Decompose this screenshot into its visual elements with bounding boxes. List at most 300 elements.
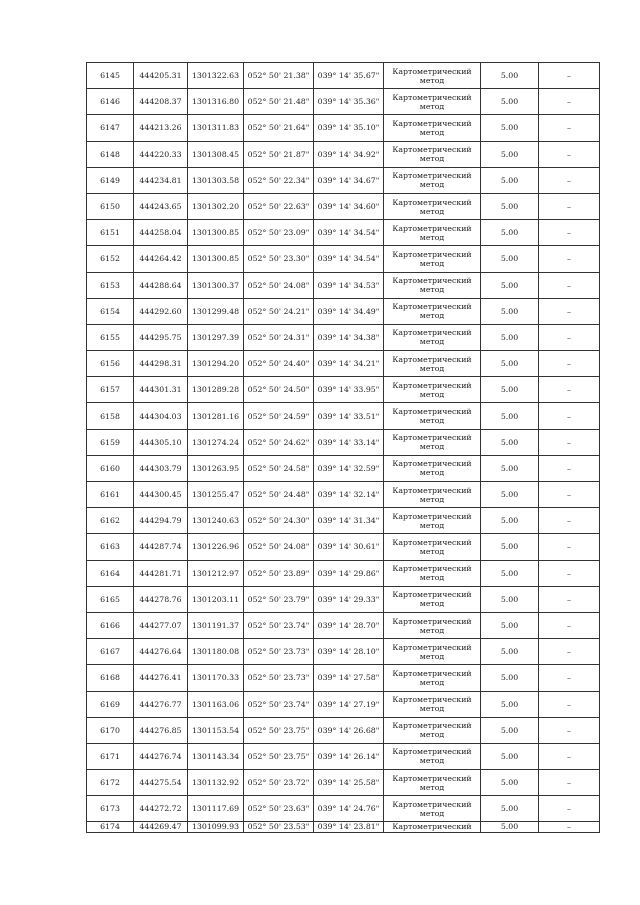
longitude-cell: 039° 14' 24.76": [314, 796, 384, 822]
accuracy-cell: 5.00: [481, 560, 539, 586]
longitude-cell: 039° 14' 29.33": [314, 586, 384, 612]
table-body: [87, 63, 600, 833]
table-row: [87, 482, 600, 508]
method-line-1: Картометрический: [392, 590, 472, 600]
x-coordinate-cell: 444234.81: [134, 167, 188, 193]
longitude-cell: 039° 14' 26.68": [314, 717, 384, 743]
x-coordinate-cell: 444303.79: [134, 455, 188, 481]
method-line-2: метод: [419, 75, 445, 85]
accuracy-cell: 5.00: [481, 508, 539, 534]
x-coordinate-cell: 444220.33: [134, 141, 188, 167]
table-row: [87, 272, 600, 298]
y-coordinate-cell: 1301322.63: [188, 63, 244, 89]
point-number-cell: 6169: [87, 691, 134, 717]
note-cell: –: [539, 691, 600, 717]
point-number-cell: 6158: [87, 403, 134, 429]
latitude-cell: 052° 50' 23.73": [244, 665, 314, 691]
note-cell: –: [539, 455, 600, 481]
latitude-cell: 052° 50' 23.75": [244, 743, 314, 769]
accuracy-cell: 5.00: [481, 770, 539, 796]
point-number-cell: 6161: [87, 482, 134, 508]
longitude-cell: 039° 14' 28.70": [314, 612, 384, 638]
point-number-cell: 6156: [87, 351, 134, 377]
y-coordinate-cell: 1301143.34: [188, 743, 244, 769]
note-cell: –: [539, 220, 600, 246]
point-number-cell: 6146: [87, 89, 134, 115]
longitude-cell: 039° 14' 34.53": [314, 272, 384, 298]
y-coordinate-cell: 1301303.58: [188, 167, 244, 193]
method-cell: [384, 796, 481, 822]
y-coordinate-cell: 1301299.48: [188, 298, 244, 324]
latitude-cell: 052° 50' 24.59": [244, 403, 314, 429]
x-coordinate-cell: 444275.54: [134, 770, 188, 796]
longitude-cell: 039° 14' 34.54": [314, 220, 384, 246]
x-coordinate-cell: 444277.07: [134, 612, 188, 638]
x-coordinate-cell: 444305.10: [134, 429, 188, 455]
y-coordinate-cell: 1301289.28: [188, 377, 244, 403]
method-cell: [384, 429, 481, 455]
note-cell: –: [539, 612, 600, 638]
latitude-cell: 052° 50' 21.48": [244, 89, 314, 115]
accuracy-cell: 5.00: [481, 455, 539, 481]
method-cell: [384, 298, 481, 324]
method-line-1: Картометрический: [392, 433, 472, 443]
y-coordinate-cell: 1301300.37: [188, 272, 244, 298]
accuracy-cell: 5.00: [481, 377, 539, 403]
x-coordinate-cell: 444276.74: [134, 743, 188, 769]
method-cell: [384, 612, 481, 638]
x-coordinate-cell: 444294.79: [134, 508, 188, 534]
point-number-cell: 6168: [87, 665, 134, 691]
latitude-cell: 052° 50' 21.38": [244, 63, 314, 89]
note-cell: –: [539, 167, 600, 193]
note-cell: –: [539, 63, 600, 89]
point-number-cell: 6147: [87, 115, 134, 141]
latitude-cell: 052° 50' 23.30": [244, 246, 314, 272]
longitude-cell: 039° 14' 34.49": [314, 298, 384, 324]
accuracy-cell: 5.00: [481, 115, 539, 141]
method-cell: [384, 822, 481, 833]
method-cell: [384, 691, 481, 717]
method-line-2: метод: [419, 232, 445, 242]
table-row: [87, 167, 600, 193]
point-number-cell: 6164: [87, 560, 134, 586]
accuracy-cell: 5.00: [481, 429, 539, 455]
y-coordinate-cell: 1301191.37: [188, 612, 244, 638]
latitude-cell: 052° 50' 24.30": [244, 508, 314, 534]
x-coordinate-cell: 444301.31: [134, 377, 188, 403]
latitude-cell: 052° 50' 21.64": [244, 115, 314, 141]
x-coordinate-cell: 444281.71: [134, 560, 188, 586]
longitude-cell: 039° 14' 27.58": [314, 665, 384, 691]
method-line-2: метод: [419, 101, 445, 111]
method-cell: [384, 351, 481, 377]
point-number-cell: 6148: [87, 141, 134, 167]
point-number-cell: 6160: [87, 455, 134, 481]
x-coordinate-cell: 444269.47: [134, 822, 188, 833]
longitude-cell: 039° 14' 35.36": [314, 89, 384, 115]
method-line-1: Картометрический: [392, 380, 472, 390]
method-line-1: Картометрический: [392, 302, 472, 312]
method-line-1: Картометрический: [392, 668, 472, 678]
table-row: [87, 822, 600, 833]
longitude-cell: 039° 14' 32.59": [314, 455, 384, 481]
accuracy-cell: 5.00: [481, 63, 539, 89]
point-number-cell: 6153: [87, 272, 134, 298]
x-coordinate-cell: 444304.03: [134, 403, 188, 429]
method-line-1: Картометрический: [392, 537, 472, 547]
table-row: [87, 377, 600, 403]
accuracy-cell: 5.00: [481, 482, 539, 508]
point-number-cell: 6166: [87, 612, 134, 638]
accuracy-cell: 5.00: [481, 717, 539, 743]
accuracy-cell: 5.00: [481, 691, 539, 717]
longitude-cell: 039° 14' 34.54": [314, 246, 384, 272]
x-coordinate-cell: 444276.77: [134, 691, 188, 717]
latitude-cell: 052° 50' 23.72": [244, 770, 314, 796]
coordinates-table: [86, 62, 600, 833]
y-coordinate-cell: 1301302.20: [188, 193, 244, 219]
table-row: [87, 612, 600, 638]
accuracy-cell: 5.00: [481, 639, 539, 665]
accuracy-cell: 5.00: [481, 612, 539, 638]
x-coordinate-cell: 444276.41: [134, 665, 188, 691]
latitude-cell: 052° 50' 22.34": [244, 167, 314, 193]
latitude-cell: 052° 50' 23.74": [244, 612, 314, 638]
method-cell: [384, 482, 481, 508]
y-coordinate-cell: 1301308.45: [188, 141, 244, 167]
method-line-2: метод: [419, 704, 445, 714]
method-cell: [384, 193, 481, 219]
table-row: [87, 324, 600, 350]
x-coordinate-cell: 444287.74: [134, 534, 188, 560]
point-number-cell: 6150: [87, 193, 134, 219]
accuracy-cell: 5.00: [481, 272, 539, 298]
point-number-cell: 6174: [87, 822, 134, 833]
method-line-2: метод: [419, 625, 445, 635]
longitude-cell: 039° 14' 32.14": [314, 482, 384, 508]
latitude-cell: 052° 50' 24.21": [244, 298, 314, 324]
latitude-cell: 052° 50' 23.09": [244, 220, 314, 246]
method-line-2: метод: [419, 206, 445, 216]
method-cell: [384, 770, 481, 796]
x-coordinate-cell: 444208.37: [134, 89, 188, 115]
longitude-cell: 039° 14' 27.19": [314, 691, 384, 717]
x-coordinate-cell: 444213.26: [134, 115, 188, 141]
point-number-cell: 6173: [87, 796, 134, 822]
latitude-cell: 052° 50' 24.31": [244, 324, 314, 350]
y-coordinate-cell: 1301255.47: [188, 482, 244, 508]
table-row: [87, 193, 600, 219]
y-coordinate-cell: 1301240.63: [188, 508, 244, 534]
accuracy-cell: 5.00: [481, 220, 539, 246]
method-cell: [384, 508, 481, 534]
y-coordinate-cell: 1301203.11: [188, 586, 244, 612]
latitude-cell: 052° 50' 23.89": [244, 560, 314, 586]
table-row: [87, 89, 600, 115]
y-coordinate-cell: 1301311.83: [188, 115, 244, 141]
table-row: [87, 298, 600, 324]
y-coordinate-cell: 1301300.85: [188, 246, 244, 272]
latitude-cell: 052° 50' 24.08": [244, 534, 314, 560]
point-number-cell: 6151: [87, 220, 134, 246]
x-coordinate-cell: 444295.75: [134, 324, 188, 350]
note-cell: –: [539, 429, 600, 455]
accuracy-cell: 5.00: [481, 193, 539, 219]
method-line-1: Картометрический: [392, 223, 472, 233]
method-cell: [384, 455, 481, 481]
latitude-cell: 052° 50' 23.63": [244, 796, 314, 822]
note-cell: –: [539, 193, 600, 219]
method-line-2: метод: [419, 416, 445, 426]
x-coordinate-cell: 444276.64: [134, 639, 188, 665]
method-line-1: Картометрический: [392, 747, 472, 757]
method-cell: [384, 141, 481, 167]
table-row: [87, 246, 600, 272]
method-line-1: Картометрический: [392, 695, 472, 705]
method-cell: [384, 717, 481, 743]
table-row: [87, 534, 600, 560]
table-row: [87, 691, 600, 717]
method-line-1: Картометрический: [392, 773, 472, 783]
point-number-cell: 6165: [87, 586, 134, 612]
method-line-2: метод: [419, 389, 445, 399]
y-coordinate-cell: 1301153.54: [188, 717, 244, 743]
accuracy-cell: 5.00: [481, 167, 539, 193]
document-page: [86, 62, 599, 833]
point-number-cell: 6171: [87, 743, 134, 769]
longitude-cell: 039° 14' 26.14": [314, 743, 384, 769]
latitude-cell: 052° 50' 23.79": [244, 586, 314, 612]
longitude-cell: 039° 14' 23.81": [314, 822, 384, 833]
note-cell: –: [539, 351, 600, 377]
y-coordinate-cell: 1301226.96: [188, 534, 244, 560]
method-line-1: Картометрический: [392, 721, 472, 731]
table-row: [87, 639, 600, 665]
latitude-cell: 052° 50' 24.62": [244, 429, 314, 455]
y-coordinate-cell: 1301316.80: [188, 89, 244, 115]
method-cell: [384, 586, 481, 612]
note-cell: –: [539, 717, 600, 743]
method-line-2: метод: [419, 180, 445, 190]
latitude-cell: 052° 50' 21.87": [244, 141, 314, 167]
method-line-2: метод: [419, 520, 445, 530]
table-row: [87, 429, 600, 455]
note-cell: –: [539, 246, 600, 272]
longitude-cell: 039° 14' 35.10": [314, 115, 384, 141]
longitude-cell: 039° 14' 34.92": [314, 141, 384, 167]
table-row: [87, 351, 600, 377]
y-coordinate-cell: 1301099.93: [188, 822, 244, 833]
longitude-cell: 039° 14' 25.58": [314, 770, 384, 796]
method-cell: [384, 324, 481, 350]
x-coordinate-cell: 444298.31: [134, 351, 188, 377]
longitude-cell: 039° 14' 29.86": [314, 560, 384, 586]
method-line-1: Картометрический: [392, 511, 472, 521]
table-row: [87, 63, 600, 89]
accuracy-cell: 5.00: [481, 665, 539, 691]
y-coordinate-cell: 1301117.69: [188, 796, 244, 822]
accuracy-cell: 5.00: [481, 796, 539, 822]
method-line-1: Картометрический: [392, 328, 472, 338]
x-coordinate-cell: 444264.42: [134, 246, 188, 272]
method-cell: [384, 534, 481, 560]
method-cell: [384, 246, 481, 272]
method-line-1: Картометрический: [392, 459, 472, 469]
method-cell: [384, 272, 481, 298]
note-cell: –: [539, 534, 600, 560]
accuracy-cell: 5.00: [481, 403, 539, 429]
accuracy-cell: 5.00: [481, 324, 539, 350]
method-line-2: метод: [419, 285, 445, 295]
method-cell: [384, 665, 481, 691]
method-cell: [384, 115, 481, 141]
method-cell: [384, 220, 481, 246]
longitude-cell: 039° 14' 33.95": [314, 377, 384, 403]
y-coordinate-cell: 1301274.24: [188, 429, 244, 455]
y-coordinate-cell: 1301170.33: [188, 665, 244, 691]
accuracy-cell: 5.00: [481, 298, 539, 324]
note-cell: –: [539, 298, 600, 324]
method-line-2: метод: [419, 154, 445, 164]
latitude-cell: 052° 50' 24.48": [244, 482, 314, 508]
method-line-2: метод: [419, 651, 445, 661]
longitude-cell: 039° 14' 34.21": [314, 351, 384, 377]
method-line-2: метод: [419, 337, 445, 347]
x-coordinate-cell: 444278.76: [134, 586, 188, 612]
table-row: [87, 560, 600, 586]
accuracy-cell: 5.00: [481, 822, 539, 833]
latitude-cell: 052° 50' 23.75": [244, 717, 314, 743]
method-line-1: Картометрический: [392, 249, 472, 259]
method-line-2: метод: [419, 546, 445, 556]
note-cell: –: [539, 403, 600, 429]
accuracy-cell: 5.00: [481, 586, 539, 612]
x-coordinate-cell: 444272.72: [134, 796, 188, 822]
method-line-2: метод: [419, 468, 445, 478]
accuracy-cell: 5.00: [481, 743, 539, 769]
x-coordinate-cell: 444243.65: [134, 193, 188, 219]
note-cell: –: [539, 508, 600, 534]
accuracy-cell: 5.00: [481, 141, 539, 167]
method-line-1: Картометрический: [392, 276, 472, 286]
method-line-2: метод: [419, 363, 445, 373]
longitude-cell: 039° 14' 33.51": [314, 403, 384, 429]
method-cell: [384, 63, 481, 89]
latitude-cell: 052° 50' 24.08": [244, 272, 314, 298]
method-line-1: Картометрический: [392, 354, 472, 364]
table-row: [87, 717, 600, 743]
method-cell: [384, 560, 481, 586]
table-row: [87, 586, 600, 612]
point-number-cell: 6154: [87, 298, 134, 324]
table-row: [87, 796, 600, 822]
note-cell: –: [539, 324, 600, 350]
method-cell: [384, 377, 481, 403]
note-cell: –: [539, 665, 600, 691]
note-cell: –: [539, 89, 600, 115]
table-row: [87, 220, 600, 246]
method-line-2: метод: [419, 573, 445, 583]
y-coordinate-cell: 1301132.92: [188, 770, 244, 796]
point-number-cell: 6163: [87, 534, 134, 560]
method-line-2: метод: [419, 494, 445, 504]
method-line-1: Картометрический: [392, 642, 472, 652]
method-line-2: метод: [419, 258, 445, 268]
note-cell: –: [539, 586, 600, 612]
accuracy-cell: 5.00: [481, 351, 539, 377]
y-coordinate-cell: 1301163.06: [188, 691, 244, 717]
method-line-2: метод: [419, 808, 445, 818]
method-line-2: метод: [419, 599, 445, 609]
latitude-cell: 052° 50' 23.73": [244, 639, 314, 665]
accuracy-cell: 5.00: [481, 534, 539, 560]
method-line-1: Картометрический: [392, 799, 472, 809]
latitude-cell: 052° 50' 24.40": [244, 351, 314, 377]
point-number-cell: 6159: [87, 429, 134, 455]
y-coordinate-cell: 1301300.85: [188, 220, 244, 246]
method-line-1: Картометрический: [392, 197, 472, 207]
method-line-1: Картометрический: [392, 407, 472, 417]
note-cell: –: [539, 796, 600, 822]
point-number-cell: 6155: [87, 324, 134, 350]
method-line-2: метод: [419, 311, 445, 321]
note-cell: –: [539, 822, 600, 833]
x-coordinate-cell: 444288.64: [134, 272, 188, 298]
table-row: [87, 665, 600, 691]
y-coordinate-cell: 1301263.95: [188, 455, 244, 481]
method-line-2: метод: [419, 127, 445, 137]
method-line-2: метод: [419, 756, 445, 766]
method-line-1: Картометрический: [392, 485, 472, 495]
latitude-cell: 052° 50' 22.63": [244, 193, 314, 219]
x-coordinate-cell: 444258.04: [134, 220, 188, 246]
y-coordinate-cell: 1301180.08: [188, 639, 244, 665]
note-cell: –: [539, 639, 600, 665]
note-cell: –: [539, 770, 600, 796]
method-line-1: Картометрический: [392, 564, 472, 574]
longitude-cell: 039° 14' 30.61": [314, 534, 384, 560]
table-row: [87, 115, 600, 141]
x-coordinate-cell: 444292.60: [134, 298, 188, 324]
point-number-cell: 6149: [87, 167, 134, 193]
point-number-cell: 6172: [87, 770, 134, 796]
method-line-1: Картометрический: [392, 145, 472, 155]
point-number-cell: 6162: [87, 508, 134, 534]
method-line-1: Картометрический: [392, 171, 472, 181]
method-line-2: метод: [419, 677, 445, 687]
longitude-cell: 039° 14' 34.67": [314, 167, 384, 193]
x-coordinate-cell: 444205.31: [134, 63, 188, 89]
method-cell: [384, 743, 481, 769]
y-coordinate-cell: 1301294.20: [188, 351, 244, 377]
y-coordinate-cell: 1301297.39: [188, 324, 244, 350]
method-line-1: Картометрический: [392, 66, 472, 76]
method-line-1: Картометрический: [392, 616, 472, 626]
longitude-cell: 039° 14' 33.14": [314, 429, 384, 455]
table-row: [87, 141, 600, 167]
longitude-cell: 039° 14' 35.67": [314, 63, 384, 89]
latitude-cell: 052° 50' 23.74": [244, 691, 314, 717]
table-row: [87, 455, 600, 481]
note-cell: –: [539, 272, 600, 298]
table-row: [87, 770, 600, 796]
method-line-1: Картометрический: [392, 92, 472, 102]
accuracy-cell: 5.00: [481, 89, 539, 115]
y-coordinate-cell: 1301281.16: [188, 403, 244, 429]
method-line-2: метод: [419, 782, 445, 792]
longitude-cell: 039° 14' 34.38": [314, 324, 384, 350]
